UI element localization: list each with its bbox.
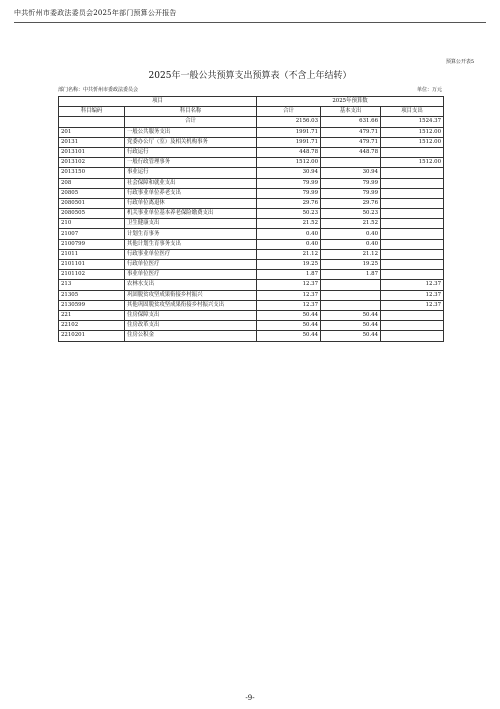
code-cell: 20131 xyxy=(59,137,125,147)
total-cell: 0.40 xyxy=(257,229,321,239)
header-basic: 基本支出 xyxy=(321,107,381,117)
table-row xyxy=(59,158,444,168)
total-cell: 12.37 xyxy=(257,280,321,290)
basic-cell: 79.99 xyxy=(321,178,381,188)
code-cell: 2210201 xyxy=(59,331,125,341)
total-row xyxy=(59,117,444,127)
table-row xyxy=(59,260,444,270)
code-cell: 2130599 xyxy=(59,300,125,310)
code-cell: 221 xyxy=(59,310,125,320)
table-row xyxy=(59,300,444,310)
basic-cell: 479.71 xyxy=(321,127,381,137)
code-cell: 2101101 xyxy=(59,260,125,270)
code-cell: 20805 xyxy=(59,188,125,198)
page-number: -9- xyxy=(245,694,255,702)
header-item: 项目 xyxy=(59,97,257,107)
code-cell: 21007 xyxy=(59,229,125,239)
basic-cell xyxy=(321,158,381,168)
basic-cell xyxy=(321,280,381,290)
table-row xyxy=(59,168,444,178)
total-basic: 631.66 xyxy=(321,117,381,127)
project-cell xyxy=(381,260,444,270)
name-cell: 行政事业单位医疗 xyxy=(125,249,257,259)
basic-cell: 21.52 xyxy=(321,219,381,229)
basic-cell: 30.94 xyxy=(321,168,381,178)
basic-cell: 19.25 xyxy=(321,260,381,270)
code-cell: 21305 xyxy=(59,290,125,300)
basic-cell: 50.23 xyxy=(321,209,381,219)
department-label: 部门名称：中共忻州市委政法委员会 xyxy=(58,87,139,93)
code-cell: 208 xyxy=(59,178,125,188)
code-cell: 213 xyxy=(59,280,125,290)
basic-cell: 50.44 xyxy=(321,310,381,320)
code-cell: 2100799 xyxy=(59,239,125,249)
name-cell: 机关事业单位基本养老保险缴费支出 xyxy=(125,209,257,219)
name-cell: 行政单位医疗 xyxy=(125,260,257,270)
total-cell: 50.23 xyxy=(257,209,321,219)
total-cell: 1.87 xyxy=(257,270,321,280)
name-cell: 住房改革支出 xyxy=(125,321,257,331)
project-cell: 1512.00 xyxy=(381,137,444,147)
total-cell: 448.78 xyxy=(257,147,321,157)
project-cell xyxy=(381,310,444,320)
header-budget: 2025年预算数 xyxy=(257,97,444,107)
table-title: 2025年一般公共预算支出预算表（不含上年结转） xyxy=(148,71,352,81)
basic-cell: 448.78 xyxy=(321,147,381,157)
project-cell xyxy=(381,168,444,178)
name-cell: 其他计划生育事务支出 xyxy=(125,239,257,249)
name-cell: 住房保障支出 xyxy=(125,310,257,320)
total-cell: 29.76 xyxy=(257,198,321,208)
code-cell: 2080505 xyxy=(59,209,125,219)
name-cell: 行政单位离退休 xyxy=(125,198,257,208)
total-cell: 12.37 xyxy=(257,290,321,300)
project-cell xyxy=(381,331,444,341)
project-cell: 1512.00 xyxy=(381,158,444,168)
project-cell xyxy=(381,239,444,249)
total-cell: 1991.71 xyxy=(257,137,321,147)
name-cell: 巩固脱贫攻坚成果衔接乡村振兴 xyxy=(125,290,257,300)
code-cell: 21011 xyxy=(59,249,125,259)
total-cell: 50.44 xyxy=(257,331,321,341)
basic-cell xyxy=(321,290,381,300)
project-cell: 12.37 xyxy=(381,290,444,300)
project-cell xyxy=(381,209,444,219)
total-cell: 21.52 xyxy=(257,219,321,229)
table-row xyxy=(59,331,444,341)
basic-cell: 29.76 xyxy=(321,198,381,208)
table-row xyxy=(59,229,444,239)
total-cell: 19.25 xyxy=(257,260,321,270)
project-cell xyxy=(381,321,444,331)
name-cell: 一般公共服务支出 xyxy=(125,127,257,137)
code-cell: 2013102 xyxy=(59,158,125,168)
table-row xyxy=(59,188,444,198)
total-cell: 12.37 xyxy=(257,300,321,310)
unit-label: 单位：万元 xyxy=(416,87,442,93)
name-cell: 行政运行 xyxy=(125,147,257,157)
table-row xyxy=(59,321,444,331)
project-cell: 1512.00 xyxy=(381,127,444,137)
code-cell: 2101102 xyxy=(59,270,125,280)
name-cell: 住房公积金 xyxy=(125,331,257,341)
basic-cell: 0.40 xyxy=(321,239,381,249)
project-cell xyxy=(381,188,444,198)
basic-cell: 50.44 xyxy=(321,331,381,341)
total-cell: 79.99 xyxy=(257,178,321,188)
table-row xyxy=(59,137,444,147)
name-cell: 行政事业单位养老支出 xyxy=(125,188,257,198)
code-cell: 2013150 xyxy=(59,168,125,178)
project-cell xyxy=(381,229,444,239)
total-cell: 79.99 xyxy=(257,188,321,198)
basic-cell: 79.99 xyxy=(321,188,381,198)
total-cell: 0.40 xyxy=(257,239,321,249)
report-header-title: 中共忻州市委政法委员会2025年部门预算公开报告 xyxy=(14,9,177,17)
table-row xyxy=(59,198,444,208)
code-cell: 2080501 xyxy=(59,198,125,208)
basic-cell: 479.71 xyxy=(321,137,381,147)
table-row xyxy=(59,219,444,229)
project-cell: 12.37 xyxy=(381,280,444,290)
project-cell: 12.37 xyxy=(381,300,444,310)
name-cell: 一般行政管理事务 xyxy=(125,158,257,168)
code-cell: 2013101 xyxy=(59,147,125,157)
basic-cell: 0.40 xyxy=(321,229,381,239)
project-cell xyxy=(381,147,444,157)
table-row xyxy=(59,147,444,157)
header-divider xyxy=(14,22,486,23)
total-cell: 1991.71 xyxy=(257,127,321,137)
total-label: 合计 xyxy=(125,117,257,127)
header-name: 科目名称 xyxy=(125,107,257,117)
name-cell: 社会保障和就业支出 xyxy=(125,178,257,188)
total-project: 1524.37 xyxy=(381,117,444,127)
basic-cell: 1.87 xyxy=(321,270,381,280)
basic-cell: 50.44 xyxy=(321,321,381,331)
total-code xyxy=(59,117,125,127)
table-row xyxy=(59,280,444,290)
basic-cell: 21.12 xyxy=(321,249,381,259)
total-cell: 50.44 xyxy=(257,310,321,320)
name-cell: 农林水支出 xyxy=(125,280,257,290)
table-row xyxy=(59,239,444,249)
budget-table xyxy=(58,96,444,342)
project-cell xyxy=(381,198,444,208)
table-row xyxy=(59,249,444,259)
header-code: 科目编码 xyxy=(59,107,125,117)
project-cell xyxy=(381,270,444,280)
total-cell: 50.44 xyxy=(257,321,321,331)
project-cell xyxy=(381,249,444,259)
total-total: 2156.03 xyxy=(257,117,321,127)
name-cell: 党委办公厅（室）及相关机构事务 xyxy=(125,137,257,147)
table-row xyxy=(59,270,444,280)
name-cell: 事业单位医疗 xyxy=(125,270,257,280)
code-cell: 22102 xyxy=(59,321,125,331)
table-row xyxy=(59,290,444,300)
project-cell xyxy=(381,219,444,229)
project-cell xyxy=(381,178,444,188)
total-cell: 30.94 xyxy=(257,168,321,178)
table-row xyxy=(59,310,444,320)
table-row xyxy=(59,209,444,219)
table-row xyxy=(59,178,444,188)
name-cell: 计划生育事务 xyxy=(125,229,257,239)
name-cell: 其他巩固脱贫攻坚成果衔接乡村振兴支出 xyxy=(125,300,257,310)
total-cell: 1512.00 xyxy=(257,158,321,168)
header-total: 合计 xyxy=(257,107,321,117)
table-number: 预算公开表5 xyxy=(445,59,474,65)
name-cell: 卫生健康支出 xyxy=(125,219,257,229)
header-project: 项目支出 xyxy=(381,107,444,117)
total-cell: 21.12 xyxy=(257,249,321,259)
name-cell: 事业运行 xyxy=(125,168,257,178)
table-row xyxy=(59,127,444,137)
code-cell: 210 xyxy=(59,219,125,229)
code-cell: 201 xyxy=(59,127,125,137)
basic-cell xyxy=(321,300,381,310)
